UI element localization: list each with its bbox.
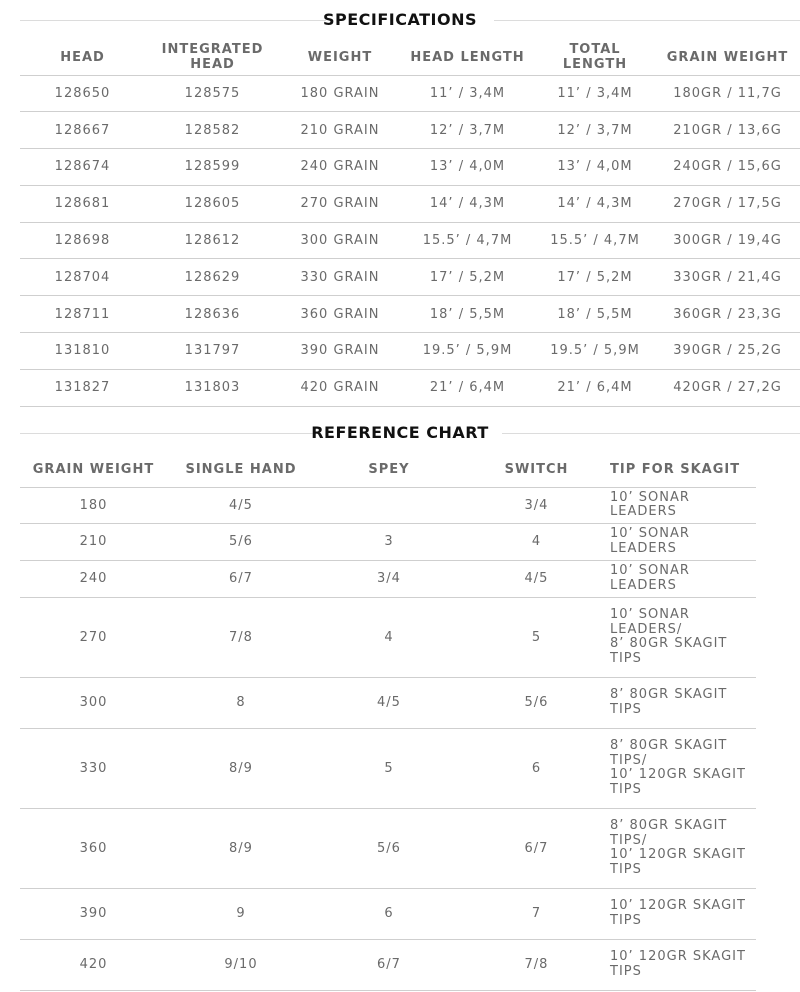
spec-cell-total-length: 12’ / 3,7M [535,112,655,149]
ref-cell-grain-weight: 300 [20,677,167,728]
spec-cell-head: 131827 [20,369,145,406]
ref-table-row [20,560,756,597]
tip-line: 10’ 120GR SKAGIT [610,767,746,782]
spec-cell-integrated-head: 128599 [145,149,280,186]
spec-cell-total-length: 18’ / 5,5M [535,296,655,333]
ref-header-row [20,453,756,487]
ref-cell-tip-for-skagit [610,597,756,677]
tip-line: 10’ SONAR LEADERS [610,526,690,556]
tip-line: TIPS/ [610,832,648,848]
spec-table-row [20,369,800,406]
spec-col-weight: WEIGHT [280,40,400,75]
ref-cell-grain-weight: 360 [20,808,167,888]
ref-cell-single-hand: 4/5 [167,487,315,523]
spec-col-integrated-head: INTEGRATED HEAD [145,40,280,75]
ref-cell-grain-weight: 270 [20,597,167,677]
ref-col-single-hand: SINGLE HAND [167,453,315,487]
ref-table-row [20,939,756,990]
reference-header [0,423,800,443]
tip-line: 10’ 120GR SKAGIT [610,847,746,862]
spec-cell-total-length: 17’ / 5,2M [535,259,655,296]
ref-table-row [20,487,756,523]
spec-cell-integrated-head: 128575 [145,75,280,112]
spec-cell-head-length: 17’ / 5,2M [400,259,535,296]
spec-cell-weight: 300 GRAIN [280,222,400,259]
ref-cell-tip-for-skagit [610,487,756,523]
spec-cell-head-length: 15.5’ / 4,7M [400,222,535,259]
tip-line: TIPS/ [610,752,648,768]
ref-cell-spey [315,487,463,523]
ref-cell-single-hand: 8 [167,677,315,728]
spec-table-row [20,185,800,222]
tip-line: TIPS [610,912,642,928]
spec-header-row [20,40,800,75]
tip-line: TIPS [610,650,642,666]
tip-line: 10’ 120GR SKAGIT [610,949,746,964]
spec-cell-integrated-head: 128605 [145,185,280,222]
spec-table-row [20,296,800,333]
tip-line: 10’ SONAR [610,607,690,622]
spec-cell-head: 128667 [20,112,145,149]
ref-cell-switch: 7/8 [463,939,610,990]
tip-line: 10’ SONAR LEADERS [610,563,690,593]
reference-table [20,453,756,991]
ref-cell-switch: 5 [463,597,610,677]
tip-line: 8’ 80GR SKAGIT [610,818,728,833]
spec-table-row [20,222,800,259]
ref-table-row [20,888,756,939]
ref-cell-tip-for-skagit [610,808,756,888]
ref-cell-spey: 3 [315,523,463,560]
ref-cell-tip-for-skagit [610,523,756,560]
tip-line: TIPS [610,861,642,877]
spec-cell-grain-weight: 180GR / 11,7G [655,75,800,112]
ref-cell-spey: 5 [315,728,463,808]
specifications-title: SPECIFICATIONS [322,10,478,29]
specifications-header [0,10,800,30]
ref-cell-switch: 6/7 [463,808,610,888]
ref-cell-spey: 6 [315,888,463,939]
ref-cell-switch: 7 [463,888,610,939]
spec-cell-grain-weight: 210GR / 13,6G [655,112,800,149]
ref-cell-tip-for-skagit [610,677,756,728]
spec-col-head: HEAD [20,40,145,75]
tip-line: 10’ 120GR SKAGIT [610,898,746,913]
tip-line: 8’ 80GR SKAGIT [610,738,728,753]
tip-line: TIPS [610,701,642,717]
tip-line: TIPS [610,781,642,797]
spec-cell-integrated-head: 131803 [145,369,280,406]
spec-cell-total-length: 15.5’ / 4,7M [535,222,655,259]
spec-table-row [20,333,800,370]
spec-cell-head-length: 14’ / 4,3M [400,185,535,222]
ref-cell-single-hand: 8/9 [167,808,315,888]
ref-cell-grain-weight: 330 [20,728,167,808]
spec-cell-grain-weight: 270GR / 17,5G [655,185,800,222]
ref-cell-single-hand: 8/9 [167,728,315,808]
spec-table-row [20,75,800,112]
spec-cell-head-length: 18’ / 5,5M [400,296,535,333]
ref-cell-switch: 5/6 [463,677,610,728]
tip-line: TIPS [610,963,642,979]
ref-col-grain-weight: GRAIN WEIGHT [20,453,167,487]
spec-cell-grain-weight: 360GR / 23,3G [655,296,800,333]
ref-cell-single-hand: 9/10 [167,939,315,990]
spec-cell-head: 131810 [20,333,145,370]
spec-table-row [20,259,800,296]
spec-cell-total-length: 11’ / 3,4M [535,75,655,112]
ref-cell-tip-for-skagit [610,888,756,939]
ref-cell-grain-weight: 240 [20,560,167,597]
tip-line: 10’ SONAR LEADERS [610,489,690,519]
spec-cell-integrated-head: 128612 [145,222,280,259]
spec-cell-weight: 360 GRAIN [280,296,400,333]
spec-cell-weight: 330 GRAIN [280,259,400,296]
ref-cell-switch: 4 [463,523,610,560]
spec-cell-head: 128681 [20,185,145,222]
spec-cell-weight: 240 GRAIN [280,149,400,186]
ref-table-row [20,808,756,888]
ref-cell-single-hand: 9 [167,888,315,939]
ref-cell-switch: 6 [463,728,610,808]
ref-cell-tip-for-skagit [610,728,756,808]
ref-table-row [20,677,756,728]
ref-cell-single-hand: 5/6 [167,523,315,560]
spec-col-grain-weight: GRAIN WEIGHT [655,40,800,75]
ref-cell-spey: 6/7 [315,939,463,990]
spec-cell-grain-weight: 240GR / 15,6G [655,149,800,186]
spec-cell-integrated-head: 131797 [145,333,280,370]
spec-cell-head-length: 19.5’ / 5,9M [400,333,535,370]
ref-cell-switch: 3/4 [463,487,610,523]
ref-cell-single-hand: 7/8 [167,597,315,677]
spec-cell-weight: 270 GRAIN [280,185,400,222]
tip-line: 8’ 80GR SKAGIT [610,687,728,702]
ref-col-switch: SWITCH [463,453,610,487]
ref-cell-grain-weight: 180 [20,487,167,523]
spec-cell-total-length: 21’ / 6,4M [535,369,655,406]
spec-cell-head: 128650 [20,75,145,112]
ref-cell-spey: 4/5 [315,677,463,728]
ref-cell-grain-weight: 420 [20,939,167,990]
ref-cell-grain-weight: 390 [20,888,167,939]
ref-cell-tip-for-skagit [610,560,756,597]
spec-cell-head: 128704 [20,259,145,296]
ref-table-row [20,597,756,677]
spec-col-head-length: HEAD LENGTH [400,40,535,75]
specifications-table [20,40,800,407]
spec-cell-head-length: 13’ / 4,0M [400,149,535,186]
ref-cell-spey: 4 [315,597,463,677]
spec-cell-head: 128674 [20,149,145,186]
spec-cell-head: 128711 [20,296,145,333]
ref-table-row [20,523,756,560]
spec-cell-grain-weight: 390GR / 25,2G [655,333,800,370]
ref-col-spey: SPEY [315,453,463,487]
spec-cell-total-length: 13’ / 4,0M [535,149,655,186]
spec-cell-weight: 390 GRAIN [280,333,400,370]
spec-cell-weight: 210 GRAIN [280,112,400,149]
ref-table-row [20,728,756,808]
spec-cell-head-length: 12’ / 3,7M [400,112,535,149]
spec-cell-integrated-head: 128636 [145,296,280,333]
spec-cell-grain-weight: 420GR / 27,2G [655,369,800,406]
ref-cell-spey: 3/4 [315,560,463,597]
spec-table-row [20,112,800,149]
spec-cell-head: 128698 [20,222,145,259]
ref-col-tip-for-skagit: TIP FOR SKAGIT [610,453,756,487]
tip-line: LEADERS/ [610,621,683,637]
ref-cell-switch: 4/5 [463,560,610,597]
spec-cell-weight: 420 GRAIN [280,369,400,406]
spec-table-row [20,149,800,186]
spec-cell-integrated-head: 128629 [145,259,280,296]
ref-cell-tip-for-skagit [610,939,756,990]
reference-title: REFERENCE CHART [311,423,489,442]
tip-line: 8’ 80GR SKAGIT [610,636,728,651]
spec-cell-total-length: 19.5’ / 5,9M [535,333,655,370]
spec-cell-weight: 180 GRAIN [280,75,400,112]
spec-cell-head-length: 21’ / 6,4M [400,369,535,406]
spec-col-total-length: TOTAL LENGTH [535,40,655,75]
spec-cell-head-length: 11’ / 3,4M [400,75,535,112]
ref-cell-grain-weight: 210 [20,523,167,560]
ref-cell-single-hand: 6/7 [167,560,315,597]
ref-cell-spey: 5/6 [315,808,463,888]
spec-cell-grain-weight: 330GR / 21,4G [655,259,800,296]
spec-cell-total-length: 14’ / 4,3M [535,185,655,222]
spec-cell-grain-weight: 300GR / 19,4G [655,222,800,259]
spec-cell-integrated-head: 128582 [145,112,280,149]
